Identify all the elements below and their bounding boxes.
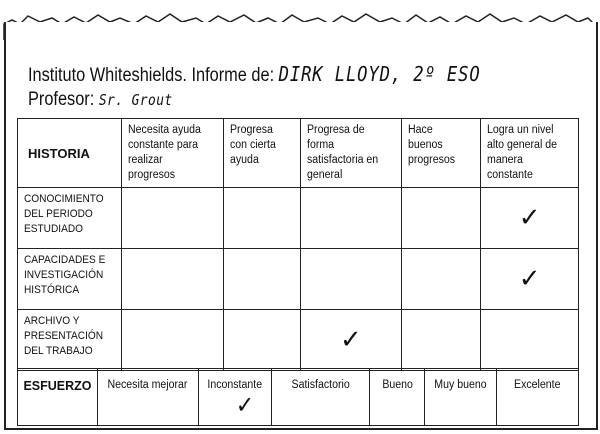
- grade-cell: [300, 249, 402, 310]
- history-col-header: Logra un nivel alto general de manera constante: [481, 119, 579, 188]
- effort-row: [18, 369, 579, 426]
- effort-table: [17, 368, 579, 426]
- effort-option: Necesita mejorar: [97, 369, 198, 426]
- grade-cell: [121, 310, 223, 371]
- student-name: DIRK LLOYD, 2º ESO: [278, 62, 481, 86]
- row-label: ARCHIVO Y PRESENTACIÓN DEL TRABAJO: [18, 310, 122, 371]
- grade-cell: [481, 249, 579, 310]
- school-line: [28, 62, 481, 88]
- teacher-line: [28, 88, 481, 112]
- school-line-prefix: Instituto Whiteshields. Informe de:: [28, 65, 275, 86]
- effort-subject: ESFUERZO: [18, 369, 98, 426]
- grade-cell: [121, 249, 223, 310]
- grade-cell: [223, 249, 300, 310]
- row-label: CAPACIDADES E INVESTIGACIÓN HISTÓRICA: [18, 249, 122, 310]
- history-table: [17, 118, 579, 371]
- effort-option: Excelente: [497, 369, 579, 426]
- effort-option: Satisfactorio: [271, 369, 370, 426]
- history-col-header: Hace buenos progresos: [402, 119, 481, 188]
- history-col-header: Progresa de forma satisfactoria en general: [300, 119, 402, 188]
- table-row: [18, 249, 579, 310]
- table-row: [18, 188, 579, 249]
- history-col-header: Necesita ayuda constante para realizar progresos: [121, 119, 223, 188]
- grade-cell: [121, 188, 223, 249]
- history-header-row: [18, 119, 579, 188]
- check-mark-icon: ✓: [340, 325, 362, 355]
- grade-cell: [402, 188, 481, 249]
- grade-cell: [300, 310, 402, 371]
- row-label: CONOCIMIENTO DEL PERIODO ESTUDIADO: [18, 188, 122, 249]
- teacher-label: Profesor:: [28, 89, 95, 110]
- grade-cell: [402, 249, 481, 310]
- grade-cell: [223, 310, 300, 371]
- effort-option: Bueno: [370, 369, 425, 426]
- check-mark-icon: ✓: [235, 391, 254, 419]
- grade-cell: [481, 188, 579, 249]
- history-col-header: Progresa con cierta ayuda: [223, 119, 300, 188]
- history-subject: HISTORIA: [18, 119, 122, 188]
- check-mark-icon: ✓: [518, 203, 541, 233]
- effort-option: Inconstante ✓: [198, 369, 271, 426]
- grade-cell: [300, 188, 402, 249]
- table-row: [18, 310, 579, 371]
- grade-cell: [223, 188, 300, 249]
- grade-cell: [481, 310, 579, 371]
- teacher-name: Sr. Grout: [98, 91, 173, 109]
- report-header: [28, 62, 481, 112]
- grade-cell: [402, 310, 481, 371]
- check-mark-icon: ✓: [518, 264, 541, 294]
- effort-option: Muy bueno: [425, 369, 497, 426]
